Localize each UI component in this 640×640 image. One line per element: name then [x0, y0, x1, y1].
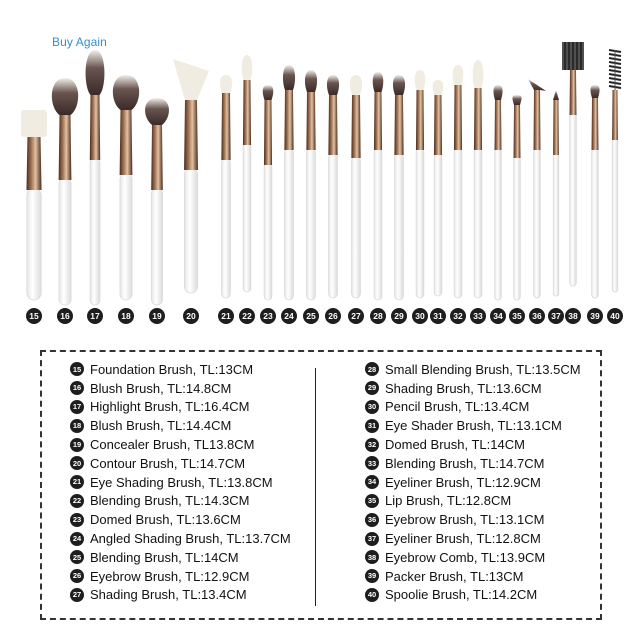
brush-handle: [434, 153, 442, 296]
number-badge: 30: [365, 400, 379, 414]
brush-ferrule: [612, 90, 618, 140]
legend-item: [365, 510, 581, 529]
number-badge: 28: [365, 362, 379, 376]
number-badge: 23: [70, 513, 84, 527]
brush-ferrule: [221, 93, 230, 160]
brush-number-badge: 37: [548, 308, 564, 324]
legend-item: [70, 416, 291, 435]
brush-handle: [514, 156, 521, 300]
number-badge: 25: [70, 550, 84, 564]
brush-ferrule: [243, 80, 251, 145]
legend-item: [365, 435, 581, 454]
brush-handle: [243, 143, 251, 292]
round-bristles: [327, 75, 339, 95]
brush-handle: [570, 113, 577, 286]
round-bristles: [393, 75, 405, 95]
legend-column-right: [365, 360, 581, 604]
number-badge: 40: [365, 588, 379, 602]
brush-number-badge: 23: [260, 308, 276, 324]
brush-number-badge: 31: [430, 308, 446, 324]
legend-item-text: Shading Brush, TL:13.6CM: [385, 380, 542, 396]
round-bristles: [590, 85, 599, 98]
brush-ferrule: [284, 90, 293, 150]
legend-item-text: Domed Brush, TL:14CM: [385, 437, 525, 453]
legend-item-text: Small Blending Brush, TL:13.5CM: [385, 361, 581, 377]
number-badge: 21: [70, 475, 84, 489]
brush-ferrule: [416, 90, 424, 150]
legend-item: [365, 473, 581, 492]
brush-handle: [152, 188, 163, 305]
brush-ferrule: [534, 90, 541, 150]
number-badge: 18: [70, 419, 84, 433]
brush-handle: [90, 158, 100, 305]
round-bristles: [220, 75, 232, 93]
legend-item: [365, 529, 581, 548]
brush-number-badge: 18: [118, 308, 134, 324]
number-badge: 33: [365, 456, 379, 470]
comb-head: [562, 42, 584, 70]
legend-item: [365, 567, 581, 586]
legend-item-text: Pencil Brush, TL:13.4CM: [385, 399, 530, 415]
number-badge: 36: [365, 513, 379, 527]
brush-ferrule: [553, 100, 559, 155]
brush-number-badge: 28: [370, 308, 386, 324]
brush-ferrule: [59, 115, 72, 180]
legend-item-text: Angled Shading Brush, TL:13.7CM: [90, 531, 291, 547]
round-bristles: [373, 72, 384, 92]
legend-item: [70, 360, 291, 379]
brush-ferrule: [26, 135, 41, 190]
round-bristles: [433, 80, 444, 95]
legend-item-text: Spoolie Brush, TL:14.2CM: [385, 587, 538, 603]
number-badge: 32: [365, 438, 379, 452]
brush-number-badge: 30: [412, 308, 428, 324]
round-bristles: [350, 75, 362, 95]
legend-item: [70, 586, 291, 605]
brush-handle: [264, 163, 272, 300]
legend-item-text: Contour Brush, TL:14.7CM: [90, 455, 246, 471]
legend-item-text: Foundation Brush, TL:13CM: [90, 361, 254, 377]
brush-number-badge: 27: [348, 308, 364, 324]
brush-ferrule: [306, 92, 315, 150]
brush-number-badge: 21: [218, 308, 234, 324]
legend-item-text: Highlight Brush, TL:16.4CM: [90, 399, 250, 415]
number-badge: 38: [365, 550, 379, 564]
number-badge: 26: [70, 569, 84, 583]
brush-ferrule: [454, 85, 462, 150]
number-badge: 37: [365, 532, 379, 546]
legend-divider: [315, 368, 316, 606]
legend-item: [70, 473, 291, 492]
brush-handle: [592, 148, 599, 298]
number-badge: 35: [365, 494, 379, 508]
legend-item-text: Blending Brush, TL:14.3CM: [90, 493, 250, 509]
round-bristles: [263, 85, 274, 100]
brush-number-badge: 24: [281, 308, 297, 324]
legend-item-text: Eyeliner Brush, TL:12.8CM: [385, 531, 541, 547]
legend-item-text: Blending Brush, TL:14.7CM: [385, 455, 545, 471]
round-bristles: [52, 78, 78, 115]
brush-ferrule: [120, 110, 133, 175]
round-bristles: [512, 95, 521, 105]
legend-item: [365, 379, 581, 398]
round-bristles: [242, 55, 253, 80]
number-badge: 27: [70, 588, 84, 602]
brush-number-badge: 17: [87, 308, 103, 324]
legend-item: [365, 454, 581, 473]
legend-item-text: Concealer Brush, TL13.8CM: [90, 437, 255, 453]
watermark-text: Buy Again: [52, 35, 107, 49]
brush-ferrule: [351, 95, 360, 158]
brush-handle: [27, 188, 41, 300]
legend-item: [70, 454, 291, 473]
legend-item: [70, 548, 291, 567]
legend-item-text: Blending Brush, TL:14CM: [90, 549, 239, 565]
round-bristles: [453, 65, 464, 85]
brush-number-badge: 32: [450, 308, 466, 324]
brush-ferrule: [264, 100, 272, 165]
legend-item: [365, 398, 581, 417]
round-bristles: [283, 65, 295, 90]
legend-item-text: Eye Shader Brush, TL:13.1CM: [385, 418, 562, 434]
brush-handle: [474, 148, 482, 298]
brush-ferrule: [90, 95, 100, 160]
legend-item-text: Blush Brush, TL:14.4CM: [90, 418, 232, 434]
brush-number-badge: 16: [57, 308, 73, 324]
number-badge: 39: [365, 569, 379, 583]
brush-number-badge: 33: [470, 308, 486, 324]
number-badge: 31: [365, 419, 379, 433]
legend-item-text: Eye Shading Brush, TL:13.8CM: [90, 474, 273, 490]
legend-item-text: Eyebrow Brush, TL:13.1CM: [385, 512, 545, 528]
brush-handle: [285, 148, 294, 300]
legend-item-text: Lip Brush, TL:12.8CM: [385, 493, 512, 509]
brush-ferrule: [592, 98, 599, 150]
round-bristles: [86, 50, 105, 95]
legend-item: [70, 379, 291, 398]
brush-number-badge: 35: [509, 308, 525, 324]
legend-item: [70, 398, 291, 417]
legend-item-text: Eyebrow Comb, TL:13.9CM: [385, 549, 546, 565]
brush-ferrule: [184, 100, 198, 170]
brush-number-badge: 29: [391, 308, 407, 324]
legend-column-left: [70, 360, 291, 604]
brush-handle: [59, 178, 71, 305]
brush-number-badge: 26: [325, 308, 341, 324]
number-badge: 17: [70, 400, 84, 414]
legend-item: [70, 492, 291, 511]
brush-number-badge: 36: [529, 308, 545, 324]
brush-number-badge: 15: [26, 308, 42, 324]
number-badge: 19: [70, 438, 84, 452]
brush-number-badge: 34: [490, 308, 506, 324]
brush-ferrule: [474, 88, 482, 150]
legend-item-text: Eyeliner Brush, TL:12.9CM: [385, 474, 541, 490]
brush-number-badge: 39: [587, 308, 603, 324]
brush-handle: [534, 148, 541, 298]
brush-handle: [395, 153, 404, 300]
legend-item: [70, 435, 291, 454]
flat-bristles: [21, 110, 47, 137]
brush-ferrule: [514, 105, 521, 158]
brush-number-badge: 19: [149, 308, 165, 324]
brush-number-badge: 40: [607, 308, 623, 324]
brush-handle: [553, 153, 559, 296]
legend-item: [365, 492, 581, 511]
brush-ferrule: [495, 100, 502, 150]
round-bristles: [113, 75, 139, 110]
brush-number-badge: 20: [183, 308, 199, 324]
legend-item: [365, 416, 581, 435]
legend-item-text: Domed Brush, TL:13.6CM: [90, 512, 241, 528]
brush-handle: [454, 148, 462, 298]
legend-item: [365, 586, 581, 605]
brush-handle: [495, 148, 502, 300]
legend-item: [365, 548, 581, 567]
brush-number-badge: 25: [303, 308, 319, 324]
legend-item-text: Packer Brush, TL:13CM: [385, 568, 524, 584]
legend-item: [70, 529, 291, 548]
brush-handle: [416, 148, 424, 298]
number-badge: 16: [70, 381, 84, 395]
number-badge: 15: [70, 362, 84, 376]
round-bristles: [305, 70, 317, 92]
legend-item: [70, 510, 291, 529]
brush-ferrule: [434, 95, 442, 155]
round-bristles: [473, 60, 484, 88]
number-badge: 34: [365, 475, 379, 489]
brush-handle: [222, 158, 231, 298]
number-badge: 29: [365, 381, 379, 395]
round-bristles: [493, 85, 502, 100]
liner-bristles: [553, 90, 559, 100]
brush-handle: [329, 153, 338, 298]
brush-ferrule: [151, 125, 163, 190]
legend-item-text: Blush Brush, TL:14.8CM: [90, 380, 232, 396]
brush-handle: [184, 168, 197, 293]
number-badge: 20: [70, 456, 84, 470]
brush-handle: [612, 138, 618, 292]
legend-item-text: Eyebrow Brush, TL:12.9CM: [90, 568, 250, 584]
round-bristles: [415, 70, 426, 90]
brush-ferrule: [328, 95, 337, 155]
brush-ferrule: [394, 95, 403, 155]
angled-bristles: [173, 59, 209, 100]
brush-ferrule: [570, 70, 577, 115]
brush-handle: [352, 156, 361, 298]
number-badge: 22: [70, 494, 84, 508]
brush-number-badge: 38: [565, 308, 581, 324]
legend-item: [365, 360, 581, 379]
angled-bristles: [528, 79, 546, 91]
brush-number-badge: 22: [239, 308, 255, 324]
number-badge: 24: [70, 532, 84, 546]
brush-handle: [120, 173, 132, 300]
legend-item-text: Shading Brush, TL:13.4CM: [90, 587, 247, 603]
brush-ferrule: [374, 92, 382, 150]
brush-handle: [374, 148, 382, 300]
legend-item: [70, 567, 291, 586]
brush-handle: [307, 148, 316, 300]
round-bristles: [145, 98, 169, 125]
